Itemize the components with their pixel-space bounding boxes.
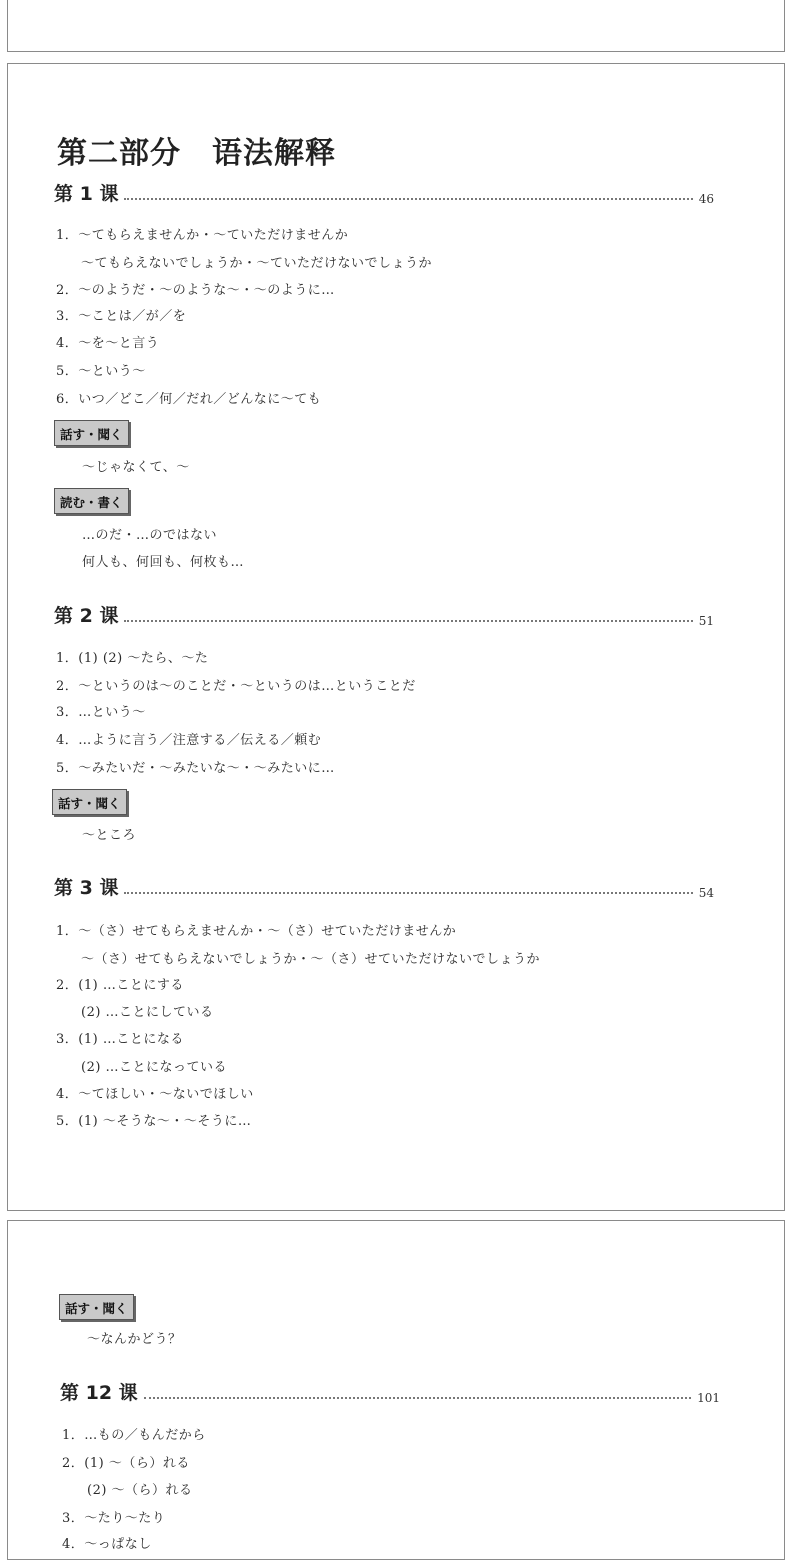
lesson-title: 第 2 课 bbox=[54, 605, 119, 627]
list-item: 2．～のようだ・～のような～・～のように… bbox=[56, 283, 335, 298]
leader-dots bbox=[124, 892, 692, 894]
lesson-3-heading bbox=[54, 876, 714, 900]
list-item: 1．…もの／もんだから bbox=[62, 1428, 206, 1443]
list-item: ～（さ）せてもらえないでしょうか・～（さ）せていただけないでしょうか bbox=[81, 952, 541, 967]
lesson-1-heading bbox=[54, 182, 714, 206]
list-item: 2．(1) …ことにする bbox=[56, 978, 184, 993]
page-number: 54 bbox=[698, 886, 714, 900]
page-number: 51 bbox=[698, 614, 714, 628]
previous-page-fragment bbox=[7, 0, 785, 52]
section-tag-read-write: 読む・書く bbox=[54, 488, 129, 514]
list-item: 3．(1) …ことになる bbox=[56, 1032, 184, 1047]
list-item: (2) …ことにしている bbox=[81, 1005, 214, 1020]
section-tag-speak-listen: 話す・聞く bbox=[54, 420, 129, 446]
page-number: 101 bbox=[697, 1391, 720, 1405]
lesson-2-heading bbox=[54, 604, 714, 628]
list-item: (2) …ことになっている bbox=[81, 1060, 228, 1075]
list-item: 1．～（さ）せてもらえませんか・～（さ）せていただけませんか bbox=[56, 924, 457, 939]
list-item: 1．～てもらえませんか・～ていただけませんか bbox=[56, 228, 349, 243]
list-item: ～じゃなくて、～ bbox=[82, 460, 190, 475]
list-item: 3．～たり～たり bbox=[62, 1511, 166, 1526]
next-page-fragment bbox=[7, 1220, 785, 1560]
list-item: 2．～というのは～のことだ・～というのは…ということだ bbox=[56, 679, 416, 694]
lesson-12-heading bbox=[60, 1381, 720, 1405]
section-tag-speak-listen: 話す・聞く bbox=[59, 1294, 134, 1320]
list-item: 5．～みたいだ・～みたいな～・～みたいに… bbox=[56, 761, 335, 776]
list-item: 6．いつ／どこ／何／だれ／どんなに～ても bbox=[56, 392, 322, 407]
list-item: 3．～ことは／が／を bbox=[56, 309, 187, 324]
list-item: ～てもらえないでしょうか・～ていただけないでしょうか bbox=[81, 256, 433, 271]
list-item: 5．(1) ～そうな～・～そうに… bbox=[56, 1114, 252, 1129]
page-number: 46 bbox=[698, 192, 714, 206]
section-tag-speak-listen: 話す・聞く bbox=[52, 789, 127, 815]
list-item: …のだ・…のではない bbox=[82, 528, 218, 543]
lesson-title: 第 3 课 bbox=[54, 877, 119, 899]
leader-dots bbox=[124, 620, 692, 622]
list-item: 2．(1) ～（ら）れる bbox=[62, 1456, 190, 1471]
list-item: 4．…ように言う／注意する／伝える／頼む bbox=[56, 733, 322, 748]
list-item: ～なんかどう？ bbox=[87, 1332, 182, 1347]
list-item: 4．～っぱなし bbox=[62, 1537, 152, 1552]
leader-dots bbox=[124, 198, 692, 200]
lesson-title: 第 12 课 bbox=[60, 1382, 138, 1404]
lesson-title: 第 1 课 bbox=[54, 183, 119, 205]
part-title: 第二部分 语法解释 bbox=[57, 136, 336, 171]
list-item: 何人も、何回も、何枚も… bbox=[82, 555, 245, 570]
list-item: 5．～という～ bbox=[56, 364, 146, 379]
list-item: 3．…という～ bbox=[56, 705, 146, 720]
contents-page bbox=[7, 63, 785, 1211]
list-item: ～ところ bbox=[82, 828, 137, 843]
list-item: (2) ～（ら）れる bbox=[87, 1483, 193, 1498]
list-item: 1．(1) (2) ～たら、～た bbox=[56, 651, 209, 666]
list-item: 4．～てほしい・～ないでほしい bbox=[56, 1087, 254, 1102]
leader-dots bbox=[144, 1397, 691, 1399]
list-item: 4．～を～と言う bbox=[56, 336, 160, 351]
